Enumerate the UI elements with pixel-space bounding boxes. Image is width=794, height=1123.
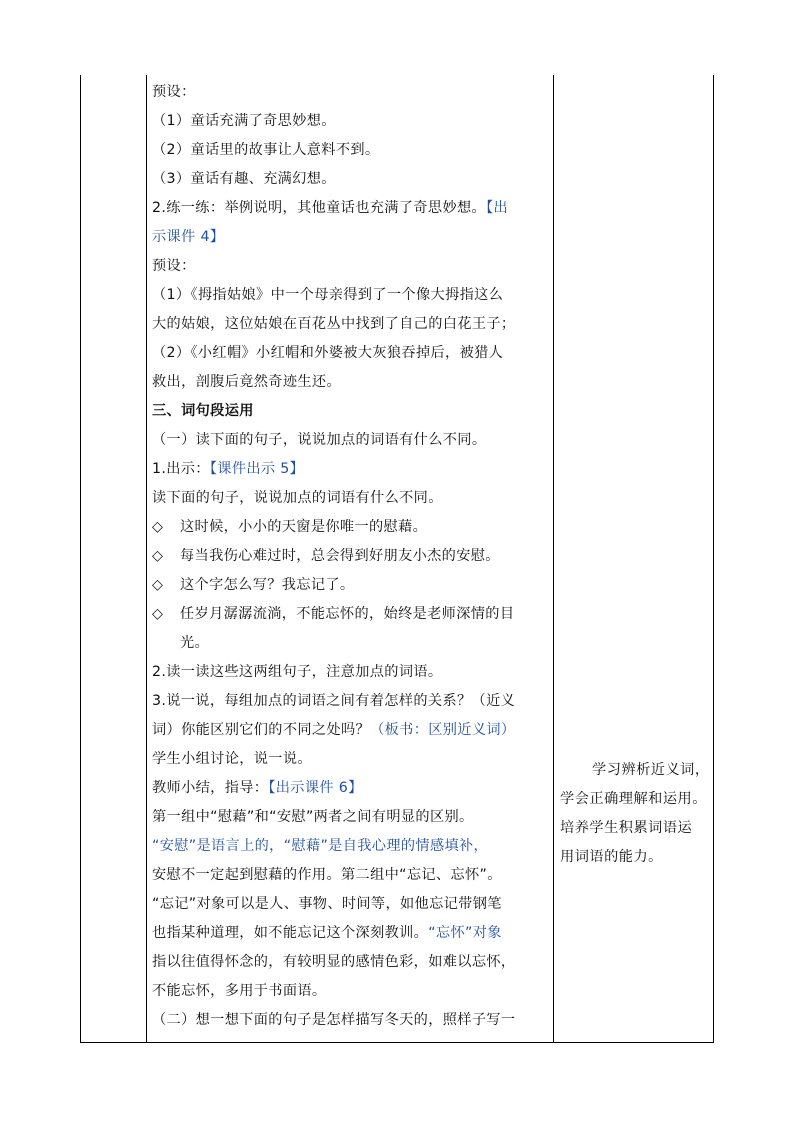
summary-text: 也指某种道理，如不能忘记这个深刻教训。 xyxy=(152,925,429,941)
step-line: 2.读一读这些这两组句子，注意加点的词语。 xyxy=(152,664,443,680)
practice-line xyxy=(152,194,556,223)
intent-text: 培养学生积累词语运 xyxy=(560,820,693,836)
summary-text: “忘记”对象可以是人、事物、时间等，如他忘记带钢笔 xyxy=(152,896,502,912)
board-note: （板书：区别近义词） xyxy=(370,722,516,738)
table-divider-1 xyxy=(146,75,147,1043)
group-discuss: 学生小组讨论，说一说。 xyxy=(152,751,312,767)
step-text: 词）你能区别它们的不同之处吗？ xyxy=(152,722,371,738)
subsection-heading: （二）想一想下面的句子是怎样描写冬天的，照样子写一 xyxy=(152,1012,516,1028)
step-line: 3.说一说，每组加点的词语之间有着怎样的关系？（近义 xyxy=(152,693,516,709)
bullet-text: 这时候，小小的天窗是你唯一的慰藉。 xyxy=(180,519,428,535)
courseware-tag: 【出 xyxy=(486,200,509,216)
diamond-bullet-icon: ◇ xyxy=(152,519,164,535)
preset-item: （3）童话有趣、充满幻想。 xyxy=(152,171,336,187)
bullet-text: 这个字怎么写？我忘记了。 xyxy=(180,577,355,593)
summary-text: 指以往值得怀念的，有较明显的感情色彩，如难以忘怀， xyxy=(152,954,516,970)
summary-text: 安慰不一定起到慰藉的作用。第二组中“忘记、忘怀”。 xyxy=(152,867,502,883)
bullet-item xyxy=(152,542,556,571)
bullet-text: 任岁月潺潺流淌，不能忘怀的，始终是老师深情的目 xyxy=(180,606,515,622)
design-intent-column xyxy=(560,756,714,872)
summary-text-line xyxy=(152,919,556,948)
bullet-text: 每当我伤心难过时，总会得到好朋友小杰的安慰。 xyxy=(180,548,500,564)
diamond-bullet-icon: ◇ xyxy=(152,577,164,593)
preset-item: （1）《拇指姑娘》中一个母亲得到了一个像大拇指这么 xyxy=(152,287,504,303)
bullet-text-cont: 光。 xyxy=(180,635,210,651)
bullet-item xyxy=(152,513,556,542)
preset-label: 预设： xyxy=(152,258,196,274)
bullet-item xyxy=(152,571,556,600)
summary-text: “安慰”是语言上的，“慰藉”是自我心理的情感填补， xyxy=(152,838,489,854)
preset-item-cont: 救出，剖腹后竟然奇迹生还。 xyxy=(152,374,341,390)
preset-item: （1）童话充满了奇思妙想。 xyxy=(152,113,336,129)
summary-text: 第一组中“慰藉”和“安慰”两者之间有明显的区别。 xyxy=(152,809,474,825)
diamond-bullet-icon: ◇ xyxy=(152,548,164,564)
intent-text: 学会正确理解和运用。 xyxy=(560,791,707,807)
show-line xyxy=(152,455,556,484)
preset-item: （2）童话里的故事让人意料不到。 xyxy=(152,142,380,158)
lesson-table xyxy=(80,75,714,1043)
table-border-right xyxy=(713,75,714,1043)
table-border-left xyxy=(80,75,81,1043)
table-border-bottom xyxy=(80,1042,714,1043)
teaching-process-column xyxy=(152,78,556,1035)
preset-item-cont: 大的姑娘，这位姑娘在百花丛中找到了自己的白花王子； xyxy=(152,316,516,332)
step-line-cont xyxy=(152,716,556,745)
instruction: 读下面的句子，说说加点的词语有什么不同。 xyxy=(152,490,443,506)
courseware-tag: 【课件出示 5】 xyxy=(209,461,305,477)
intent-text: 用词语的能力。 xyxy=(560,849,663,865)
preset-item: （2）《小红帽》小红帽和外婆被大灰狼吞掉后，被猎人 xyxy=(152,345,504,361)
bullet-item xyxy=(152,600,556,629)
diamond-bullet-icon: ◇ xyxy=(152,606,164,622)
subsection-heading: （一）读下面的句子，说说加点的词语有什么不同。 xyxy=(152,432,487,448)
courseware-tag: 示课件 4】 xyxy=(152,229,225,245)
teacher-summary-line xyxy=(152,774,556,803)
preset-label: 预设： xyxy=(152,84,196,100)
summary-text: 不能忘怀，多用于书面语。 xyxy=(152,983,327,999)
intent-text: 学习辨析近义词， xyxy=(592,762,710,778)
courseware-tag: 【出示课件 6】 xyxy=(268,780,363,796)
practice-text: 2.练一练：举例说明，其他童话也充满了奇思妙想。 xyxy=(152,200,487,216)
summary-highlight: “忘怀”对象 xyxy=(428,925,502,941)
show-label: 1.出示： xyxy=(152,461,210,477)
section-heading: 三、词句段运用 xyxy=(152,403,254,419)
teacher-summary: 教师小结，指导： xyxy=(152,780,269,796)
